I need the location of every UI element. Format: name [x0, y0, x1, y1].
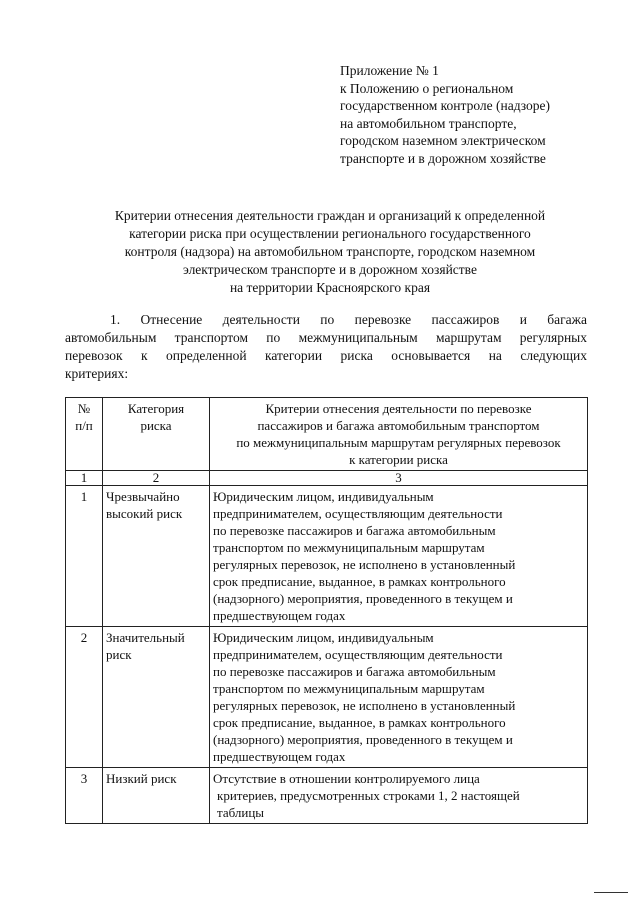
annex-line: к Положению о региональном	[340, 80, 514, 96]
title-line: контроля (надзора) на автомобильном транспорте, городском наземном	[124, 244, 536, 259]
annex-line: Приложение № 1	[340, 63, 439, 78]
row-criteria: Юридическим лицом, индивидуальным предпринимателем, осуществляющим деятельности по перевозке пассажиров и багажа автомобильным транспортом по межмуниципальным маршрутам регулярных перевозок, не исполнено в установленный срок предписание, выданное, в рамках контрольного (надзорного) мероприятия, проведенного в текущем и предшествующем годах	[210, 486, 588, 627]
table-row	[66, 768, 588, 824]
risk-criteria-table	[65, 397, 588, 824]
intro-line: 1. Отнесение деятельности по перевозке пассажиров и багажа	[110, 312, 587, 327]
row-category: Низкий риск	[103, 768, 210, 824]
intro-line: автомобильным транспортом по межмуниципальным маршрутам регулярных	[65, 330, 587, 345]
row-category: Значительный риск	[103, 627, 210, 768]
annex-header	[340, 62, 620, 167]
intro-line: перевозок к определенной категории риска основывается на следующих	[65, 348, 587, 363]
column-number: 2	[103, 471, 210, 486]
table-row	[66, 486, 588, 627]
intro-paragraph	[65, 311, 587, 383]
footer-divider	[594, 892, 628, 893]
intro-line: критериях:	[65, 366, 129, 381]
row-category: Чрезвычайно высокий риск	[103, 486, 210, 627]
header-category: Категория риска	[103, 398, 210, 471]
title-line: категории риска при осуществлении регионального государственного	[129, 226, 531, 241]
column-number: 3	[210, 471, 588, 486]
header-num: № п/п	[66, 398, 103, 471]
row-num: 2	[66, 627, 103, 768]
column-number: 1	[66, 471, 103, 486]
row-num: 3	[66, 768, 103, 824]
annex-line: на автомобильном транспорте,	[340, 115, 517, 131]
row-num: 1	[66, 486, 103, 627]
title-line: на территории Красноярского края	[229, 280, 431, 295]
row-criteria: Отсутствие в отношении контролируемого лица критериев, предусмотренных строками 1, 2 настоящей таблицы	[210, 768, 588, 824]
row-criteria: Юридическим лицом, индивидуальным предпринимателем, осуществляющим деятельности по перевозке пассажиров и багажа автомобильным транспортом по межмуниципальным маршрутам регулярных перевозок, не исполнено в установленный срок предписание, выданное, в рамках контрольного (надзорного) мероприятия, проведенного в текущем и предшествующем годах	[210, 627, 588, 768]
column-number-row	[66, 471, 588, 486]
annex-line: транспорте и в дорожном хозяйстве	[340, 150, 546, 166]
table-header-row	[66, 398, 588, 471]
annex-line: городском наземном электрическом	[340, 133, 546, 148]
title-line: электрическом транспорте и в дорожном хозяйстве	[183, 262, 477, 277]
document-title	[60, 207, 600, 297]
annex-line: государственном контроле (надзоре)	[340, 98, 550, 113]
header-criteria: Критерии отнесения деятельности по перевозке пассажиров и багажа автомобильным транспортом по межмуниципальным маршрутам регулярных перевозок к категории риска	[210, 398, 588, 471]
title-line: Критерии отнесения деятельности граждан и организаций к определенной	[114, 208, 546, 223]
table-row	[66, 627, 588, 768]
